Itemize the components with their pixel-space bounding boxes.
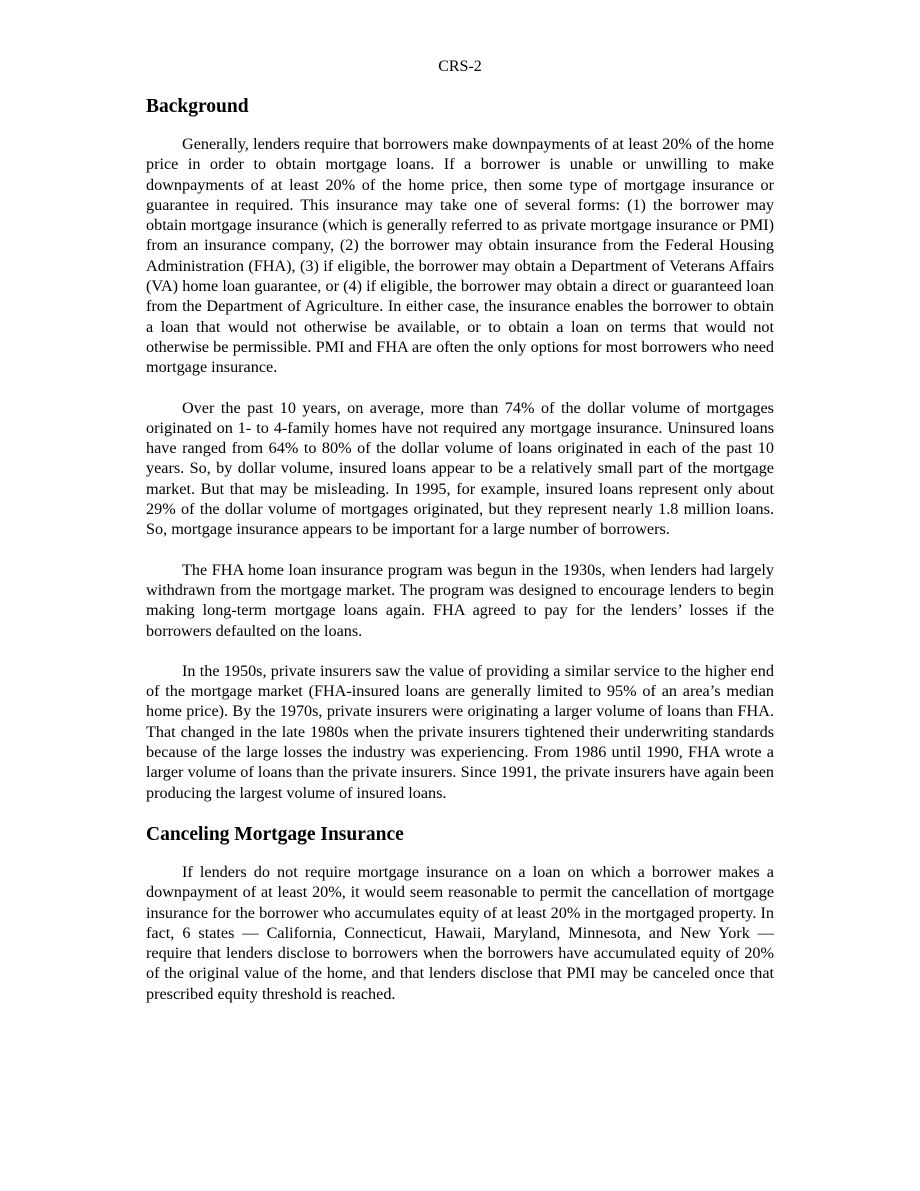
paragraph: Generally, lenders require that borrowers make downpayments of at least 20% of the home price in order to obtain mortgage loans. If a borrower is unable or unwilling to make downpayments of at least 20% of the home price, then some type of mortgage insurance or guarantee in required. This insurance may take one of several forms: (1) the borrower may obtain mortgage insurance (which is generally referred to as private mortgage insurance or PMI) from an insurance company, (2) the borrower may obtain insurance from the Federal Housing Administration (FHA), (3) if eligible, the borrower may obtain a Department of Veterans Affairs (VA) home loan guarantee, or (4) if eligible, the borrower may obtain a direct or guaranteed loan from the Department of Agriculture. In either case, the insurance enables the borrower to obtain a loan that would not otherwise be available, or to obtain a loan on terms that would not otherwise be permissible. PMI and FHA are often the only options for most borrowers who need mortgage insurance. bbox=[146, 135, 774, 377]
paragraph: Over the past 10 years, on average, more than 74% of the dollar volume of mortgages originated on 1- to 4-family homes have not required any mortgage insurance. Uninsured loans have ranged from 64% to 80% of the dollar volume of loans originated in each of the past 10 years. So, by dollar volume, insured loans appear to be a relatively small part of the mortgage market. But that may be misleading. In 1995, for example, insured loans represent only about 29% of the dollar volume of mortgages originated, but they represent nearly 1.8 million loans. So, mortgage insurance appears to be important for a large number of borrowers. bbox=[146, 398, 774, 539]
section-heading-canceling-mortgage-insurance: Canceling Mortgage Insurance bbox=[146, 823, 404, 845]
paragraph: The FHA home loan insurance program was begun in the 1930s, when lenders had largely withdrawn from the mortgage market. The program was designed to encourage lenders to begin making long-term mortgage loans again. FHA agreed to pay for the lenders’ losses if the borrowers defaulted on the loans. bbox=[146, 560, 774, 640]
document-body bbox=[146, 95, 774, 1004]
paragraph: If lenders do not require mortgage insurance on a loan on which a borrower makes a downpayment of at least 20%, it would seem reasonable to permit the cancellation of mortgage insurance for the borrower who accumulates equity of at least 20% in the mortgaged property. In fact, 6 states — California, Connecticut, Hawaii, Maryland, Minnesota, and New York — require that lenders disclose to borrowers when the borrowers have accumulated equity of 20% of the original value of the home, and that lenders disclose that PMI may be canceled once that prescribed equity threshold is reached. bbox=[146, 862, 774, 1003]
paragraph: In the 1950s, private insurers saw the value of providing a similar service to the higher end of the mortgage market (FHA-insured loans are generally limited to 95% of an area’s median home price). By the 1970s, private insurers were originating a larger volume of loans than FHA. That changed in the late 1980s when the private insurers tightened their underwriting standards because of the large losses the industry was experiencing. From 1986 until 1990, FHA wrote a larger volume of loans than the private insurers. Since 1991, the private insurers have again been producing the largest volume of insured loans. bbox=[146, 661, 774, 802]
page-number-header: CRS-2 bbox=[438, 58, 482, 75]
section-heading-background: Background bbox=[146, 96, 249, 117]
